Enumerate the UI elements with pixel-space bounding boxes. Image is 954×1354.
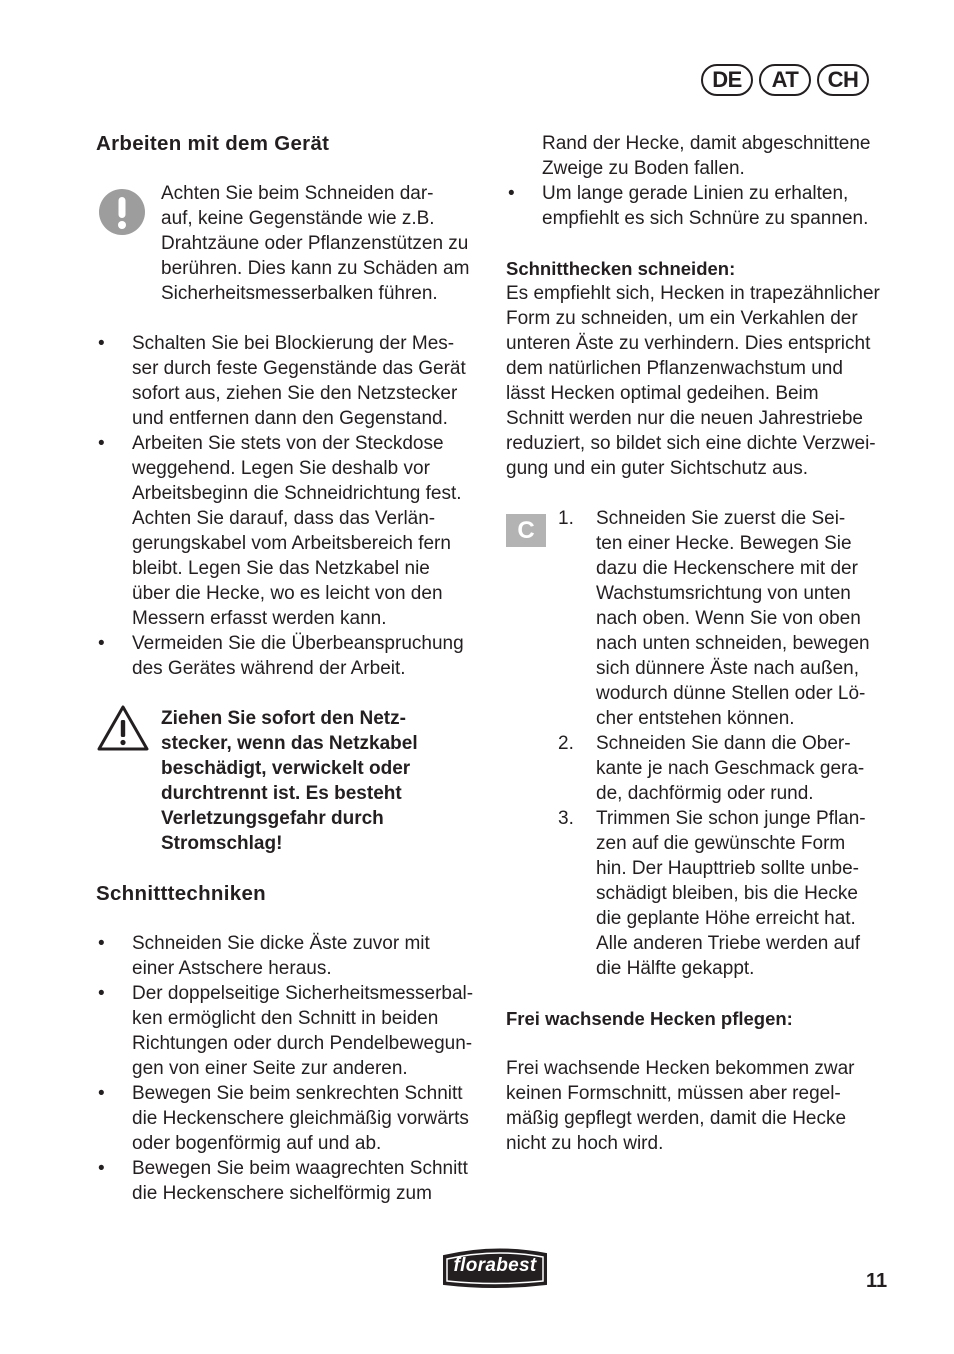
country-badge-ch: CH: [817, 64, 869, 96]
step-line: cher entstehen können.: [596, 708, 795, 729]
list-item-line: einer Astschere heraus.: [132, 958, 332, 979]
step-line: nach unten schneiden, bewegen: [596, 633, 870, 654]
step-line: de, dachförmig oder rund.: [596, 783, 814, 804]
step-text: [596, 731, 864, 806]
paragraph-line: mäßig gepflegt werden, damit die Hecke: [506, 1108, 847, 1129]
step-number: 1.: [558, 508, 574, 529]
step-line: kante je nach Geschmack gera-: [596, 758, 865, 779]
paragraph-line: keinen Formschnitt, müssen aber regel-: [506, 1083, 841, 1104]
bullet-list-lines: [506, 181, 896, 231]
right-column: [506, 131, 896, 1156]
list-item: [96, 1156, 486, 1206]
paragraph-line: nicht zu hoch wird.: [506, 1133, 664, 1154]
notice-block: [96, 181, 486, 306]
step-line: die geplante Höhe erreicht hat.: [596, 908, 856, 929]
list-item-line: gerungskabel vom Arbeitsbereich fern: [132, 533, 451, 554]
paragraph-line: Form zu schneiden, um ein Verkahlen der: [506, 308, 858, 329]
step-line: sich dünnere Äste nach außen,: [596, 658, 860, 679]
continued-line: Zweige zu Boden fallen.: [542, 158, 745, 179]
list-item-line: • Vermeiden Sie die Überbeanspruchung: [132, 633, 464, 654]
step-number: 2.: [558, 733, 574, 754]
list-item-line: die Heckenschere sichelförmig zum: [132, 1183, 432, 1204]
warning-line: Verletzungsgefahr durch: [161, 808, 384, 829]
subheading-schnitthecken: Schnitthecken schneiden:: [506, 258, 736, 279]
list-item-line: empfiehlt es sich Schnüre zu spannen.: [542, 208, 869, 229]
warning-line: Stromschlag!: [161, 833, 283, 854]
notice-text: [161, 181, 486, 306]
list-item-line: ken ermöglicht den Schnitt in beiden: [132, 1008, 439, 1029]
step-line: Schneiden Sie dann die Ober-: [596, 733, 851, 754]
list-item: [96, 981, 486, 1081]
list-item-line: über die Hecke, wo es leicht von den: [132, 583, 443, 604]
list-item-line: Richtungen oder durch Pendelbewegun-: [132, 1033, 473, 1054]
paragraph-line: gung und ein guter Sichtschutz aus.: [506, 458, 809, 479]
step-line: zen auf die gewünschte Form: [596, 833, 846, 854]
figure-ref-badge: C: [506, 514, 546, 547]
exclamation-circle-icon: [98, 188, 146, 236]
list-item-line: gen von einer Seite zur anderen.: [132, 1058, 408, 1079]
list-item-line: • Bewegen Sie beim waagrechten Schnitt: [132, 1158, 468, 1179]
list-item-line: • Bewegen Sie beim senkrechten Schnitt: [132, 1083, 463, 1104]
paragraph-line: unteren Äste zu verhindern. Dies entspricht: [506, 333, 871, 354]
logo-text: florabest: [453, 1255, 537, 1276]
list-item-line: ser durch feste Gegenstände das Gerät: [132, 358, 466, 379]
step-line: schädigt bleiben, bis die Hecke: [596, 883, 858, 904]
list-item-line: • Um lange gerade Linien zu erhalten,: [542, 183, 849, 204]
list-item-line: und entfernen dann den Gegenstand.: [132, 408, 448, 429]
notice-line: auf, keine Gegenstände wie z.B.: [161, 208, 435, 229]
warning-triangle-icon: [96, 704, 150, 752]
list-item: [96, 431, 486, 631]
list-item-line: • Der doppelseitige Sicherheitsmesserbal-: [132, 983, 474, 1004]
list-item-line: oder bogenförmig auf und ab.: [132, 1133, 382, 1154]
list-item: [506, 181, 896, 231]
bullet-list-safety: [96, 331, 486, 681]
warning-text: [161, 706, 486, 856]
step-number: 3.: [558, 808, 574, 829]
list-item-line: bleibt. Legen Sie das Netzkabel nie: [132, 558, 430, 579]
steps-list: [558, 506, 896, 981]
paragraph-line: lässt Hecken optimal gedeihen. Beim: [506, 383, 819, 404]
step-line: Alle anderen Triebe werden auf: [596, 933, 861, 954]
list-item-line: Messern erfasst werden kann.: [132, 608, 387, 629]
list-item: [96, 1081, 486, 1156]
paragraph-line: Schnitt werden nur die neuen Jahrestriebe: [506, 408, 864, 429]
page-number: 11: [866, 1270, 888, 1292]
list-item: [96, 631, 486, 681]
step-item: [558, 506, 896, 731]
list-item-line: die Heckenschere gleichmäßig vorwärts: [132, 1108, 469, 1129]
list-item-line: sofort aus, ziehen Sie den Netzstecker: [132, 383, 458, 404]
country-badge-at: AT: [759, 64, 811, 96]
section-title-arbeiten: Arbeiten mit dem Gerät: [96, 132, 330, 155]
paragraph-line: reduziert, so bildet sich eine dichte Verzwei-: [506, 433, 876, 454]
step-line: Schneiden Sie zuerst die Sei-: [596, 508, 846, 529]
paragraph-line: dem natürlichen Pflanzenwachstum und: [506, 358, 843, 379]
list-item-line: • Arbeiten Sie stets von der Steckdose: [132, 433, 444, 454]
list-item-line: des Gerätes während der Arbeit.: [132, 658, 406, 679]
step-text: [596, 506, 870, 731]
step-item: [558, 806, 896, 981]
warning-line: stecker, wenn das Netzkabel: [161, 733, 418, 754]
step-text: [596, 806, 866, 981]
step-line: Wachstumsrichtung von unten: [596, 583, 851, 604]
paragraph-frei-wachsende: [506, 1056, 896, 1156]
list-item: [96, 331, 486, 431]
subheading-frei-wachsende: Frei wachsende Hecken pflegen:: [506, 1008, 793, 1029]
notice-icon-wrap: [96, 181, 161, 243]
paragraph-line: Es empfiehlt sich, Hecken in trapezähnlicher: [506, 283, 880, 304]
notice-line: Sicherheitsmesserbalken führen.: [161, 283, 438, 304]
list-item-line: Achten Sie darauf, dass das Verlän-: [132, 508, 436, 529]
list-item-line: • Schneiden Sie dicke Äste zuvor mit: [132, 933, 430, 954]
warning-line: beschädigt, verwickelt oder: [161, 758, 411, 779]
paragraph-line: Frei wachsende Hecken bekommen zwar: [506, 1058, 855, 1079]
warning-line: Ziehen Sie sofort den Netz-: [161, 708, 406, 729]
paragraph-schnitthecken: [506, 281, 896, 481]
notice-line: berühren. Dies kann zu Schäden am: [161, 258, 470, 279]
step-line: dazu die Heckenschere mit der: [596, 558, 858, 579]
section-title-schnitttechniken: Schnitttechniken: [96, 882, 266, 905]
notice-line: Achten Sie beim Schneiden dar-: [161, 183, 434, 204]
country-badge-de: DE: [701, 64, 753, 96]
list-item-line: weggehend. Legen Sie deshalb vor: [132, 458, 430, 479]
bullet-list-techniques: [96, 931, 486, 1206]
warning-icon-wrap: [96, 706, 161, 759]
continued-line: Rand der Hecke, damit abgeschnittene: [542, 133, 871, 154]
warning-block: [96, 706, 486, 856]
list-item-line: Arbeitsbeginn die Schneidrichtung fest.: [132, 483, 462, 504]
step-item: [558, 731, 896, 806]
list-item-line: • Schalten Sie bei Blockierung der Mes-: [132, 333, 455, 354]
list-item: [96, 931, 486, 981]
continued-text: [506, 131, 896, 181]
step-line: wodurch dünne Stellen oder Lö-: [596, 683, 866, 704]
left-column: [96, 131, 486, 1206]
step-line: ten einer Hecke. Bewegen Sie: [596, 533, 852, 554]
florabest-logo: [438, 1244, 552, 1290]
step-line: die Hälfte gekappt.: [596, 958, 755, 979]
step-line: nach oben. Wenn Sie von oben: [596, 608, 861, 629]
notice-line: Drahtzäune oder Pflanzenstützen zu: [161, 233, 469, 254]
warning-line: durchtrennt ist. Es besteht: [161, 783, 402, 804]
country-badges: [701, 64, 869, 96]
step-line: Trimmen Sie schon junge Pflan-: [596, 808, 866, 829]
steps-block: [506, 506, 896, 981]
figure-ref-wrap: [506, 506, 558, 981]
step-line: hin. Der Haupttrieb sollte unbe-: [596, 858, 859, 879]
